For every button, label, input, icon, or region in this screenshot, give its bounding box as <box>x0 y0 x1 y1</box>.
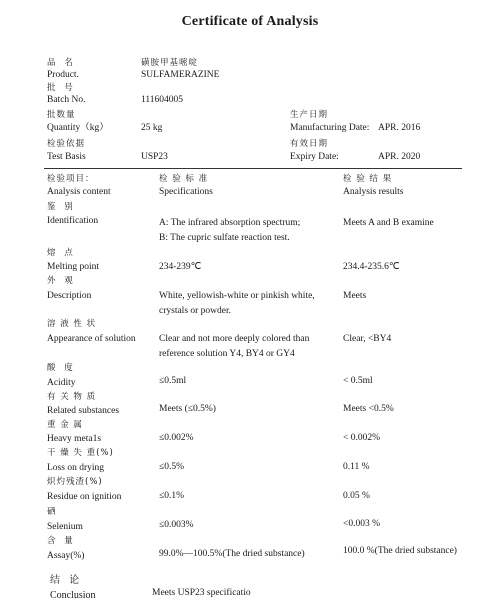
column-result-en: Analysis results <box>343 187 404 197</box>
description-label-en: Description <box>47 291 92 301</box>
loss-on-drying-spec: ≤0.5% <box>159 462 185 472</box>
identification-label-zh: 鉴 别 <box>47 202 76 212</box>
product-label-zh: 品 名 <box>47 58 76 68</box>
heavy-metals-spec: ≤0.002% <box>159 433 194 443</box>
expiry-date-label-zh: 有效日期 <box>290 139 329 149</box>
loss-on-drying-result: 0.11 % <box>343 462 370 472</box>
appearance-label-en: Appearance of solution <box>47 334 136 344</box>
quantity-label-zh: 批数量 <box>47 110 76 120</box>
assay-result: 100.0 %(The dried substance) <box>343 546 457 556</box>
product-name-en: SULFAMERAZINE <box>141 70 220 80</box>
column-content-en: Analysis content <box>47 187 111 197</box>
column-content-zh: 检验项目： <box>47 174 95 184</box>
melting-point-label-en: Melting point <box>47 262 99 272</box>
conclusion-value: Meets USP23 specificatio <box>152 588 251 598</box>
appearance-spec-line1: Clear and not more deeply colored than <box>159 334 310 344</box>
basis-label-zh: 检验依据 <box>47 139 86 149</box>
mfg-date-value: APR. 2016 <box>378 123 421 133</box>
conclusion-label-en: Conclusion <box>50 590 96 601</box>
product-label-en: Product. <box>47 70 79 80</box>
basis-value: USP23 <box>141 152 168 162</box>
conclusion-label-zh: 结 论 <box>50 575 83 586</box>
description-label-zh: 外 观 <box>47 276 76 286</box>
residue-on-ignition-spec: ≤0.1% <box>159 491 185 501</box>
acidity-label-zh: 酸 度 <box>47 363 76 373</box>
batch-label-en: Batch No. <box>47 95 86 105</box>
related-substances-result: Meets <0.5% <box>343 404 394 414</box>
basis-label-en: Test Basis <box>47 152 86 162</box>
selenium-label-zh: 硒 <box>47 507 59 517</box>
residue-on-ignition-label-zh: 炽灼残渣(%) <box>47 477 103 487</box>
residue-on-ignition-label-en: Residue on ignition <box>47 492 122 502</box>
related-substances-spec: Meets (≤0.5%) <box>159 404 216 414</box>
header-divider <box>44 168 462 169</box>
description-spec-line1: White, yellowish-white or pinkish white, <box>159 291 315 301</box>
batch-label-zh: 批 号 <box>47 83 76 93</box>
column-spec-en: Specifications <box>159 187 213 197</box>
assay-spec: 99.0%—100.5%(The dried substance) <box>159 549 305 559</box>
assay-label-en: Assay(%) <box>47 551 85 561</box>
assay-label-zh: 含 量 <box>47 536 76 546</box>
description-result: Meets <box>343 291 367 301</box>
melting-point-result: 234.4-235.6℃ <box>343 262 400 272</box>
residue-on-ignition-result: 0.05 % <box>343 491 370 501</box>
acidity-result: < 0.5ml <box>343 376 373 386</box>
description-spec-line2: crystals or powder. <box>159 306 232 316</box>
loss-on-drying-label-en: Loss on drying <box>47 463 104 473</box>
appearance-result: Clear, <BY4 <box>343 334 392 344</box>
heavy-metals-label-en: Heavy meta1s <box>47 434 102 444</box>
identification-result: Meets A and B examine <box>343 218 434 228</box>
product-name-zh: 磺胺甲基嘧啶 <box>141 58 199 68</box>
selenium-spec: ≤0.003% <box>159 520 194 530</box>
quantity-value: 25 kg <box>141 123 163 133</box>
appearance-spec-line2: reference solution Y4, BY4 or GY4 <box>159 349 295 359</box>
selenium-result: <0.003 % <box>343 519 381 529</box>
selenium-label-en: Selenium <box>47 522 83 532</box>
batch-value: 111604005 <box>141 95 184 105</box>
related-substances-label-en: Related substances <box>47 406 120 416</box>
heavy-metals-label-zh: 重 金 属 <box>47 420 83 430</box>
acidity-spec: ≤0.5ml <box>159 376 187 386</box>
acidity-label-en: Acidity <box>47 378 76 388</box>
expiry-date-label-en: Expiry Date: <box>290 152 339 162</box>
melting-point-spec: 234-239℃ <box>159 262 202 272</box>
column-spec-zh: 检 验 标 准 <box>159 174 209 184</box>
appearance-label-zh: 溶 液 性 状 <box>47 319 97 329</box>
melting-point-label-zh: 熔 点 <box>47 248 76 258</box>
mfg-date-label-zh: 生产日期 <box>290 110 329 120</box>
identification-spec-line1: A: The infrared absorption spectrum; <box>159 218 301 228</box>
heavy-metals-result: < 0.002% <box>343 433 381 443</box>
identification-spec-line2: B: The cupric sulfate reaction test. <box>159 233 290 243</box>
expiry-date-value: APR. 2020 <box>378 152 421 162</box>
loss-on-drying-label-zh: 干 燥 失 重(%) <box>47 448 114 458</box>
quantity-label-en: Quantity（kg） <box>47 123 109 133</box>
document-title: Certificate of Analysis <box>181 14 319 29</box>
identification-label-en: Identification <box>47 216 99 226</box>
mfg-date-label-en: Manufacturing Date: <box>290 123 370 133</box>
column-result-zh: 检 验 结 果 <box>343 174 393 184</box>
related-substances-label-zh: 有 关 物 质 <box>47 392 97 402</box>
